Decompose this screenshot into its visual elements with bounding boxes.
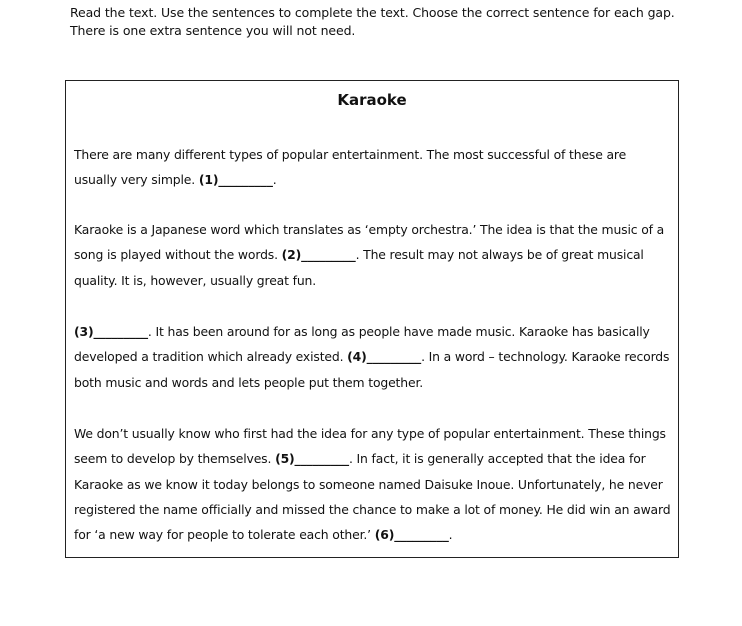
paragraph-1-text-a: There are many different types of popular entertainment. The most successful of these are usually very simple. — [74, 147, 627, 188]
gap-2: (2)_________ — [281, 247, 356, 263]
gap-4: (4)_________ — [347, 349, 422, 365]
paragraph-1 — [74, 142, 672, 193]
gap-6: (6)_________ — [374, 527, 449, 543]
paragraph-4-text-a: We don’t usually know who first had the idea for any type of popular entertainment. These things seem to develop by themselves. — [74, 426, 666, 467]
paragraph-1-text-b: . — [272, 172, 277, 188]
paragraph-4-text-b: . In fact, it is generally accepted that the idea for Karaoke as we know it today belongs to someone named Daisuke Inoue. Unfortunately, he never registered the name officially and missed the chance to make a lot of money. He did win an award for ‘a new way for people to tolerate each other.’ — [74, 451, 671, 543]
instructions — [70, 4, 710, 40]
article-title: Karaoke — [337, 91, 407, 109]
paragraph-4 — [74, 421, 672, 547]
instructions-line-1: Read the text. Use the sentences to complete the text. Choose the correct sentence for each gap. — [70, 5, 675, 20]
paragraph-2-text-b: . The result may not always be of great musical quality. It is, however, usually great fun. — [74, 247, 644, 288]
gap-1: (1)_________ — [198, 172, 273, 188]
instructions-line-2: There is one extra sentence you will not need. — [70, 23, 356, 38]
paragraph-2 — [74, 217, 672, 293]
paragraph-3 — [74, 319, 672, 395]
article-box — [65, 80, 679, 558]
gap-5: (5)_________ — [275, 451, 349, 467]
paragraph-2-text-a: Karaoke is a Japanese word which translates as ‘empty orchestra.’ The idea is that the music of a song is played without the words. — [74, 222, 665, 263]
gap-3: (3)_________ — [74, 324, 148, 339]
paragraph-3-text-b: . In a word – technology. Karaoke records both music and words and lets people put them together. — [74, 349, 670, 390]
paragraph-3-text-a: . It has been around for as long as people have made music. Karaoke has basically developed a tradition which already existed. — [74, 324, 650, 365]
paragraph-4-text-c: . — [448, 527, 453, 543]
